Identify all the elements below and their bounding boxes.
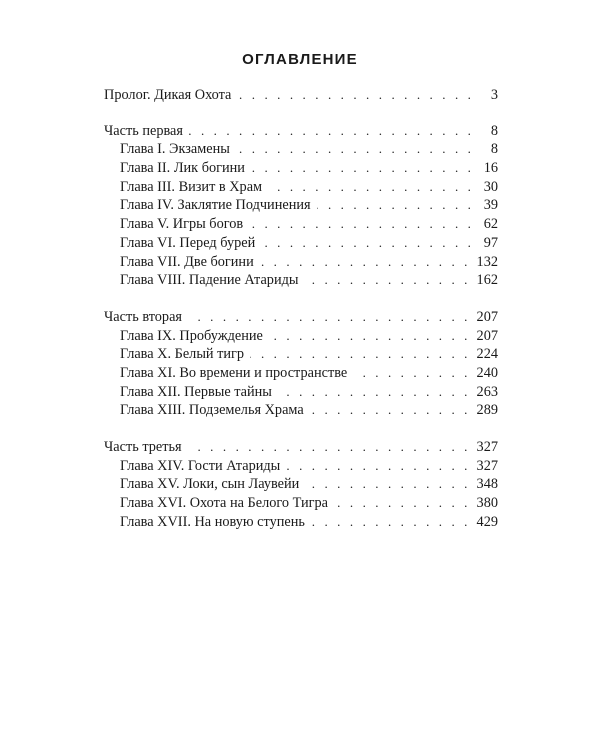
dot-leader bbox=[268, 178, 474, 197]
toc-entry-label: Глава III. Визит в Храм bbox=[120, 178, 263, 195]
toc-chapter[interactable] bbox=[104, 159, 498, 178]
page-title: ОГЛАВЛЕНИЕ bbox=[242, 51, 358, 68]
toc-chapter[interactable] bbox=[104, 178, 498, 197]
toc-page-number: 348 bbox=[476, 476, 498, 493]
toc-chapter[interactable] bbox=[104, 494, 498, 513]
toc-entry-label: Глава IX. Пробуждение bbox=[120, 327, 263, 344]
toc-entry-label: Глава XVII. На новую ступень bbox=[120, 513, 305, 530]
toc-chapter[interactable] bbox=[104, 513, 498, 532]
dot-leader bbox=[250, 345, 470, 364]
toc-chapter[interactable] bbox=[104, 383, 498, 402]
toc-page-number: 207 bbox=[476, 308, 498, 325]
dot-leader bbox=[189, 122, 474, 141]
toc-entry-label: Глава V. Игры богов bbox=[120, 216, 244, 233]
toc-chapter[interactable] bbox=[104, 215, 498, 234]
toc-page-number: 8 bbox=[490, 122, 498, 139]
toc-chapter[interactable] bbox=[104, 253, 498, 272]
toc-page-number: 327 bbox=[476, 439, 498, 455]
toc-part-3[interactable] bbox=[104, 438, 498, 457]
dot-leader bbox=[353, 364, 470, 383]
toc-chapter[interactable] bbox=[104, 234, 498, 253]
toc-entry-label: Глава II. Лик богини bbox=[120, 160, 245, 177]
toc-page-number: 327 bbox=[476, 457, 498, 474]
toc-entry-label: Пролог. Дикая Охота bbox=[104, 87, 232, 103]
dot-leader bbox=[286, 457, 470, 476]
toc-page-number: 162 bbox=[476, 272, 498, 289]
dot-leader bbox=[311, 513, 471, 532]
toc-chapter[interactable] bbox=[104, 401, 498, 420]
toc-page-number: 380 bbox=[476, 495, 498, 512]
dot-leader bbox=[278, 383, 471, 402]
dot-leader bbox=[317, 196, 474, 215]
toc-entry-label: Глава XI. Во времени и пространстве bbox=[120, 364, 348, 381]
toc-entry-label: Глава XV. Локи, сын Лаувейи bbox=[120, 476, 300, 493]
toc-part-2[interactable] bbox=[104, 308, 498, 327]
toc-part-label: Часть первая bbox=[104, 122, 183, 139]
toc-entry-label: Глава XII. Первые тайны bbox=[120, 383, 272, 400]
dot-leader bbox=[305, 475, 470, 494]
toc-entry-label: Глава VIII. Падение Атариды bbox=[120, 272, 299, 289]
dot-leader bbox=[310, 401, 471, 420]
dot-leader bbox=[304, 271, 470, 290]
toc-part-label: Часть третья bbox=[104, 439, 182, 455]
toc-page-number: 289 bbox=[476, 402, 498, 419]
toc-page-number: 62 bbox=[483, 216, 498, 233]
table-of-contents bbox=[104, 86, 498, 531]
dot-leader bbox=[334, 494, 471, 513]
toc-chapter[interactable] bbox=[104, 271, 498, 290]
toc-page-number: 97 bbox=[483, 234, 498, 251]
toc-page-number: 132 bbox=[476, 253, 498, 270]
toc-entry-label: Глава XVI. Охота на Белого Тигра bbox=[120, 495, 328, 512]
toc-chapter[interactable] bbox=[104, 364, 498, 383]
toc-page-number: 224 bbox=[476, 346, 498, 363]
dot-leader bbox=[249, 215, 474, 234]
toc-chapter[interactable] bbox=[104, 140, 498, 159]
dot-leader bbox=[251, 159, 474, 178]
toc-chapter[interactable] bbox=[104, 345, 498, 364]
toc-page-number: 429 bbox=[476, 513, 498, 530]
toc-page-number: 30 bbox=[483, 178, 498, 195]
toc-page-number: 240 bbox=[476, 364, 498, 381]
dot-leader bbox=[237, 86, 474, 105]
toc-chapter[interactable] bbox=[104, 475, 498, 494]
dot-leader bbox=[188, 308, 471, 327]
toc-entry-label: Глава IV. Заклятие Подчинения bbox=[120, 197, 311, 214]
toc-entry-label: Глава I. Экзамены bbox=[120, 141, 230, 158]
toc-page-number: 263 bbox=[476, 383, 498, 400]
dot-leader bbox=[269, 327, 471, 346]
toc-chapter[interactable] bbox=[104, 457, 498, 476]
toc-page-number: 39 bbox=[483, 197, 498, 214]
toc-part-label: Часть вторая bbox=[104, 308, 182, 325]
toc-page-number: 207 bbox=[476, 327, 498, 344]
toc-chapter[interactable] bbox=[104, 196, 498, 215]
toc-page-number: 3 bbox=[490, 87, 498, 103]
toc-chapter[interactable] bbox=[104, 327, 498, 346]
dot-leader bbox=[261, 234, 474, 253]
dot-leader bbox=[236, 140, 474, 159]
dot-leader bbox=[260, 253, 471, 272]
toc-entry-label: Глава X. Белый тигр bbox=[120, 346, 245, 363]
toc-entry-label: Глава XIV. Гости Атариды bbox=[120, 457, 281, 474]
toc-part-1[interactable] bbox=[104, 122, 498, 141]
toc-page-number: 16 bbox=[483, 160, 498, 177]
toc-entry-label: Глава VI. Перед бурей bbox=[120, 234, 256, 251]
toc-page-number: 8 bbox=[490, 141, 498, 158]
toc-entry-prologue[interactable] bbox=[104, 86, 498, 105]
dot-leader bbox=[188, 438, 471, 457]
toc-entry-label: Глава XIII. Подземелья Храма bbox=[120, 402, 304, 419]
toc-entry-label: Глава VII. Две богини bbox=[120, 253, 254, 270]
